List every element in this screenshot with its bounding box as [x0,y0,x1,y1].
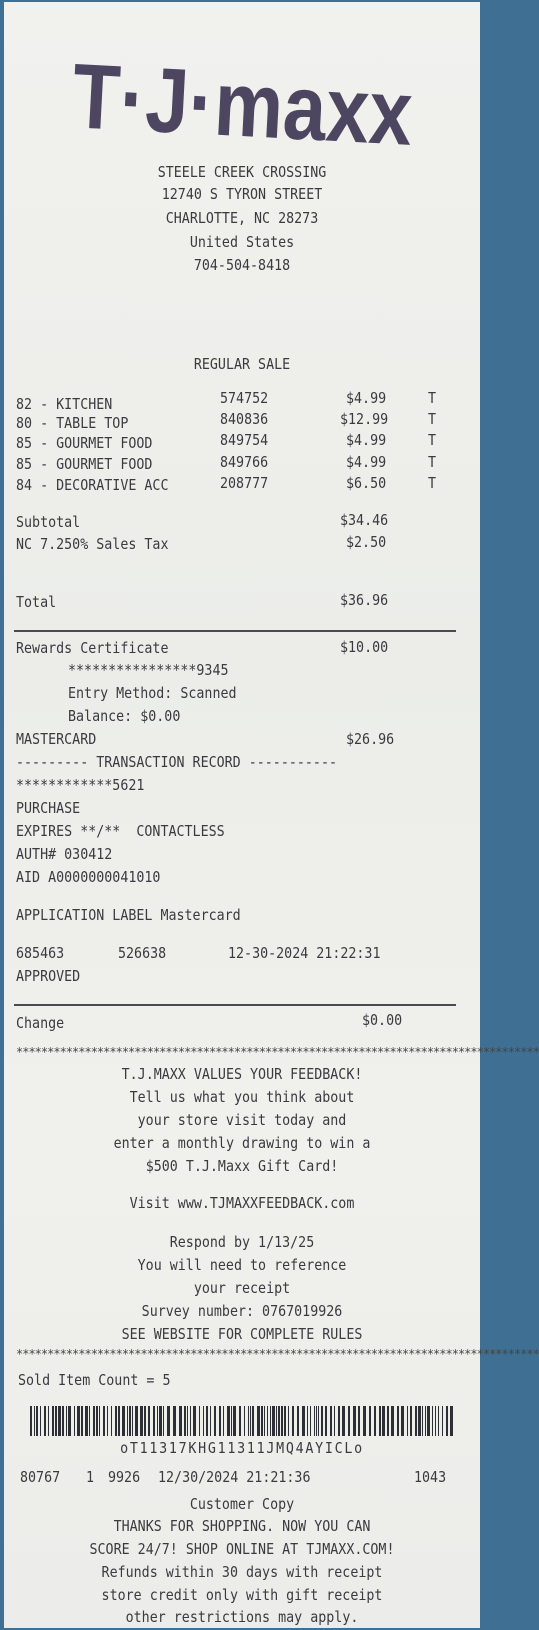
rewards-balance: Balance: $0.00 [68,707,181,725]
barcode-bar [363,1406,366,1436]
store-street: 12740 S TYRON STREET [161,185,323,203]
subtotal-label: Subtotal [16,513,81,531]
item-desc: 84 - DECORATIVE ACC [16,476,169,494]
transaction-datetime: 12-30-2024 21:22:31 [228,944,381,962]
card-number: ************5621 [16,776,145,794]
barcode-bar [314,1406,315,1436]
customer-copy: Customer Copy [189,1495,295,1513]
tax-label: NC 7.250% Sales Tax [16,535,169,553]
barcode-bar [184,1406,186,1436]
barcode-bar [227,1406,230,1436]
barcode-bar [321,1406,323,1436]
barcode-bar [264,1406,265,1436]
footer-code: 1043 [414,1468,447,1486]
barcode-bar [89,1406,90,1436]
barcode-bar [302,1406,305,1436]
barcode-bar [132,1406,133,1436]
barcode-bar [250,1406,251,1436]
item-tax: T [428,410,437,428]
tjmaxx-logo-text: T·J·maxx [70,45,479,169]
barcode-bar [374,1406,376,1436]
barcode-bar [163,1406,164,1436]
item-sku: 574752 [220,389,269,407]
item-price: $4.99 [346,431,387,449]
barcode-bar [369,1406,371,1436]
divider [14,630,456,632]
barcode-bar [397,1406,399,1436]
barcode-bar [167,1406,170,1436]
reference-line-2: your receipt [193,1279,291,1297]
tjmaxx-logo [4,45,480,169]
item-sku: 849754 [220,431,269,449]
item-tax: T [428,453,437,471]
barcode-bar [203,1406,204,1436]
barcode-bar [68,1406,71,1436]
receipt [4,2,539,1628]
barcode-bar [252,1406,254,1436]
footer-register: 1 [86,1468,95,1486]
barcode-bar [276,1406,277,1436]
item-desc: 82 - KITCHEN [16,395,113,413]
barcode-bar [233,1406,236,1436]
change-amount: $0.00 [362,1011,403,1029]
barcode-bar [179,1406,182,1436]
barcode-bar [93,1406,95,1436]
barcode-bar [30,1406,32,1436]
barcode-bar [270,1406,271,1436]
barcode-bar [330,1406,332,1436]
feedback-line-5: $500 T.J.Maxx Gift Card! [145,1157,339,1175]
respond-by: Respond by 1/13/25 [169,1233,315,1251]
rules-line: SEE WEBSITE FOR COMPLETE RULES [121,1325,363,1343]
sold-item-count: Sold Item Count = 5 [18,1371,171,1389]
barcode-bar [422,1406,423,1436]
barcode-bar [325,1406,327,1436]
barcode-bar [40,1406,41,1436]
footer-text-2: SCORE 24/7! SHOP ONLINE AT TJMAXX.COM! [89,1540,395,1558]
survey-number: Survey number: 0767019926 [141,1302,343,1320]
barcode-bar [144,1406,146,1436]
barcode-bar [338,1406,340,1436]
barcode-bar [122,1406,125,1436]
barcode-bar [223,1406,224,1436]
barcode-bar [358,1406,360,1436]
barcode-bar [129,1406,131,1436]
footer-transaction: 9926 [108,1468,141,1486]
barcode-bar [442,1406,443,1436]
barcode-bar [77,1406,80,1436]
barcode-bar [48,1406,49,1436]
subtotal-value: $34.46 [340,511,389,529]
sale-type: REGULAR SALE [193,355,291,373]
item-desc: 85 - GOURMET FOOD [16,455,153,473]
barcode-bar [415,1406,417,1436]
barcode-bar [446,1406,448,1436]
barcode-bar [353,1406,356,1436]
reference-2: 526638 [118,944,167,962]
item-price: $4.99 [346,389,387,407]
barcode-bar [432,1406,433,1436]
item-price: $12.99 [340,410,389,428]
barcode-bar [34,1406,35,1436]
entry-method: Entry Method: Scanned [68,684,237,702]
footer-text-3: Refunds within 30 days with receipt [101,1563,383,1581]
approval-status: APPROVED [16,967,81,985]
barcode-text: oT11317KHG11311JMQ4AYICLo [120,1439,364,1457]
barcode-bar [58,1406,61,1436]
item-tax: T [428,431,437,449]
barcode-bar [99,1406,100,1436]
store-country: United States [189,233,295,251]
barcode-bar [66,1406,67,1436]
store-phone: 704-504-8418 [193,256,291,274]
barcode-bar [257,1406,260,1436]
item-desc: 85 - GOURMET FOOD [16,434,153,452]
barcode-bar [382,1406,385,1436]
star-divider: ************************************************************************************ [16,1347,539,1361]
transaction-record-header: --------- TRANSACTION RECORD ----------- [16,753,338,771]
footer-text-1: THANKS FOR SHOPPING. NOW YOU CAN [113,1517,371,1535]
barcode-bar [85,1406,88,1436]
barcode-bar [190,1406,191,1436]
barcode-bar [36,1406,38,1436]
barcode-bar [379,1406,381,1436]
barcode-bar [407,1406,408,1436]
barcode-bar [288,1406,289,1436]
barcode-bar [261,1406,263,1436]
store-name: STEELE CREEK CROSSING [157,163,327,181]
barcode-bar [410,1406,412,1436]
change-label: Change [16,1014,65,1032]
item-desc: 80 - TABLE TOP [16,414,129,432]
application-label: APPLICATION LABEL Mastercard [16,906,241,924]
barcode-bar [248,1406,249,1436]
barcode-bar [210,1406,211,1436]
barcode-bar [342,1406,345,1436]
barcode-bar [278,1406,280,1436]
footer-text-5: other restrictions may apply. [125,1608,359,1626]
feedback-line-3: your store visit today and [137,1111,347,1129]
barcode-bar [96,1406,98,1436]
footer-datetime: 12/30/2024 21:21:36 [158,1468,311,1486]
reference-line-1: You will need to reference [137,1256,347,1274]
item-sku: 840836 [220,410,269,428]
tax-value: $2.50 [346,533,387,551]
barcode-bar [231,1406,232,1436]
barcode-bar [418,1406,421,1436]
barcode-bar [292,1406,294,1436]
card-label: MASTERCARD [16,730,97,748]
barcode-bar [316,1406,317,1436]
barcode-bar [307,1406,308,1436]
rewards-amount: $10.00 [340,638,389,656]
barcode-bar [435,1406,436,1436]
barcode-bar [153,1406,155,1436]
barcode-bar [62,1406,64,1436]
barcode-bar [318,1406,319,1436]
feedback-line-2: Tell us what you think about [129,1088,355,1106]
rewards-label: Rewards Certificate [16,639,169,657]
barcode-bar [427,1406,430,1436]
barcode-bar [103,1406,105,1436]
feedback-line-4: enter a monthly drawing to win a [113,1134,371,1152]
barcode-bar [267,1406,268,1436]
item-tax: T [428,389,437,407]
barcode-bar [159,1406,162,1436]
item-price: $6.50 [346,474,387,492]
barcode-bar [107,1406,108,1436]
barcode-bar [297,1406,299,1436]
barcode-bar [74,1406,75,1436]
barcode-bar [214,1406,216,1436]
barcode-bar [219,1406,221,1436]
footer-text-4: store credit only with gift receipt [101,1586,383,1604]
barcode-bar [450,1406,453,1436]
barcode [30,1406,454,1436]
barcode-bar [193,1406,196,1436]
barcode-bar [244,1406,245,1436]
transaction-type: PURCHASE [16,799,81,817]
feedback-website: Visit www.TJMAXXFEEDBACK.com [129,1194,355,1212]
barcode-bar [281,1406,283,1436]
reference-1: 685463 [16,944,65,962]
barcode-bar [391,1406,394,1436]
barcode-bar [115,1406,117,1436]
barcode-bar [173,1406,176,1436]
barcode-bar [284,1406,286,1436]
barcode-bar [239,1406,241,1436]
barcode-bar [387,1406,389,1436]
item-tax: T [428,474,437,492]
barcode-bar [55,1406,57,1436]
barcode-bar [401,1406,404,1436]
divider [14,1004,456,1006]
auth-code: AUTH# 030412 [16,845,113,863]
barcode-bar [272,1406,275,1436]
barcode-bar [81,1406,83,1436]
barcode-bar [111,1406,112,1436]
barcode-bar [52,1406,54,1436]
total-label: Total [16,593,57,611]
item-sku: 208777 [220,474,269,492]
barcode-bar [135,1406,138,1436]
barcode-bar [187,1406,188,1436]
total-value: $36.96 [340,591,389,609]
barcode-bar [199,1406,200,1436]
footer-store-number: 80767 [20,1468,61,1486]
barcode-bar [425,1406,426,1436]
rewards-card-number: ****************9345 [68,661,229,679]
barcode-bar [438,1406,439,1436]
barcode-bar [334,1406,335,1436]
barcode-bar [348,1406,350,1436]
barcode-bar [157,1406,158,1436]
barcode-bar [118,1406,120,1436]
star-divider: ************************************************************************************ [16,1045,539,1059]
card-amount: $26.96 [346,730,395,748]
barcode-bar [148,1406,150,1436]
card-expires: EXPIRES **/** CONTACTLESS [16,822,225,840]
barcode-bar [140,1406,143,1436]
feedback-line-1: T.J.MAXX VALUES YOUR FEEDBACK! [121,1065,363,1083]
barcode-bar [127,1406,128,1436]
barcode-bar [206,1406,208,1436]
barcode-bar [310,1406,311,1436]
barcode-bar [44,1406,46,1436]
item-sku: 849766 [220,453,269,471]
item-price: $4.99 [346,453,387,471]
store-city: CHARLOTTE, NC 28273 [165,209,319,227]
aid: AID A0000000041010 [16,868,161,886]
